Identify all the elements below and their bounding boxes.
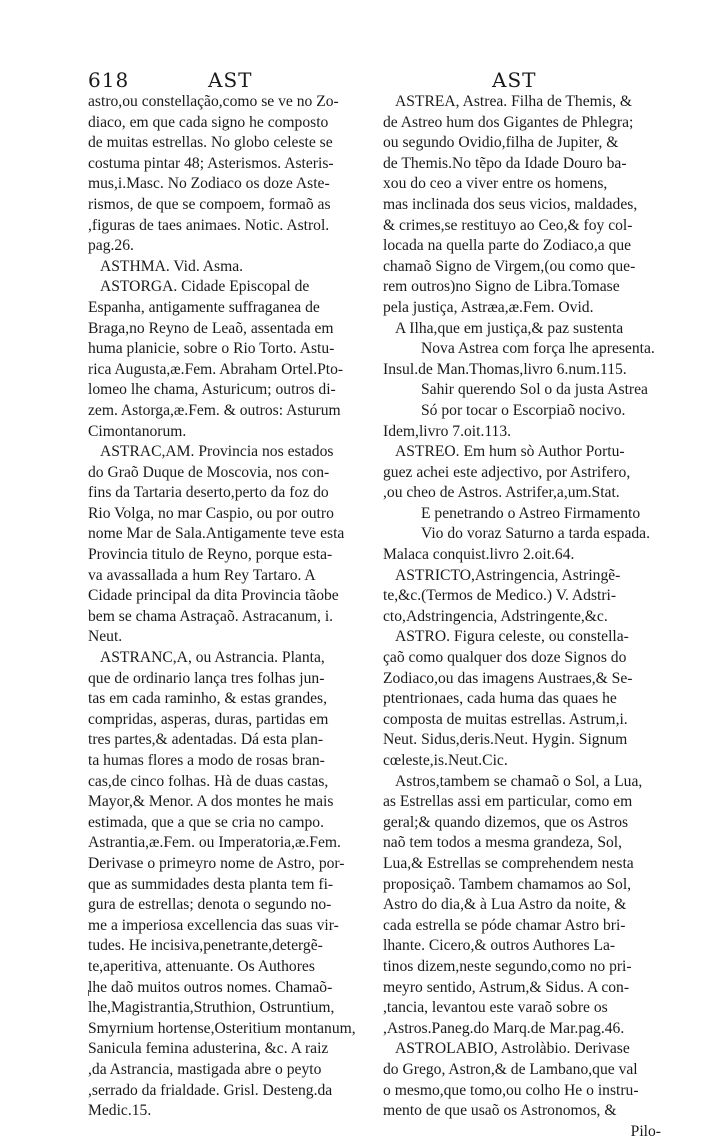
text-line: tas em cada raminho, & estas grandes, — [88, 690, 328, 708]
text-line: mus,i.Masc. No Zodiaco os doze Aste- — [88, 175, 330, 193]
text-line: costuma pintar 48; Asterismos. Asteris- — [88, 154, 334, 172]
text-line: ASTREA, Astrea. Filha de Themis, & — [395, 93, 633, 110]
text-line: ASTRANC,A, ou Astrancia. Planta, — [100, 649, 325, 667]
text-line: gura de estrellas; denota o segundo no- — [88, 896, 332, 914]
text-line: lhe daõ muitos outros nomes. Chamaõ- — [88, 978, 333, 996]
text-line: Braga,no Reyno de Leaõ, assentada em — [88, 319, 334, 337]
text-line: Rio Volga, no mar Caspio, ou por outro — [88, 504, 334, 522]
text-line: tudes. He incisiva,penetrante,detergẽ- — [88, 937, 323, 955]
text-line: ,da Astrancia, mastigada abre o peyto — [88, 1060, 322, 1078]
text-line: zem. Astorga,æ.Fem. & outros: Asturum — [88, 401, 341, 419]
left-column — [88, 92, 368, 1122]
right-column — [383, 92, 663, 1142]
text-line: nome Mar de Sala.Antigamente teve esta — [88, 525, 345, 543]
text-line: que de ordinario lança tres folhas jun- — [88, 669, 325, 687]
text-line: Neut. — [88, 628, 123, 646]
text-line: de Themis.No tẽpo da Idade Douro ba- — [383, 154, 627, 172]
text-line: Lua,& Estrellas se comprehendem nesta — [383, 854, 634, 872]
text-line: Neut. Sidus,deris.Neut. Hygin. Signum — [383, 731, 628, 749]
text-line: te,aperitiva, attenuante. Os Authores — [88, 957, 315, 975]
text-line: Vio do voraz Saturno a tarda espada. — [421, 525, 650, 543]
text-line: meyro sentido, Astrum,& Sidus. A con- — [383, 978, 630, 996]
text-line: cœleste,is.Neut.Cic. — [383, 752, 508, 769]
text-line: locada na quella parte do Zodiaco,a que — [383, 237, 632, 255]
text-line: Idem,livro 7.oit.113. — [383, 422, 512, 440]
right-running-head: AST — [492, 68, 537, 92]
text-line: de Astreo hum dos Gigantes de Phlegra; — [383, 113, 634, 131]
text-line: ASTHMA. Vid. Asma. — [100, 257, 244, 275]
text-line: ,ou cheo de Astros. Astrifer,a,um.Stat. — [383, 484, 620, 502]
text-line: naõ tem todos a mesma grandeza, Sol, — [383, 834, 623, 852]
text-line: ,serrado da frialdade. Grisl. Desteng.da — [88, 1081, 333, 1099]
text-line: huma planicie, sobre o Rio Torto. Astu- — [88, 340, 335, 358]
text-line: Mayor,& Menor. A dos montes he mais — [88, 793, 334, 811]
text-line: estimada, que a que se cria no campo. — [88, 813, 324, 831]
text-line: de muitas estrellas. No globo celeste se — [88, 134, 333, 152]
text-line: lhante. Cicero,& outros Authores La- — [383, 937, 616, 955]
text-line: tinos dizem,neste segundo,como no pri- — [383, 957, 632, 975]
text-line: rica Augusta,æ.Fem. Abraham Ortel.Pto- — [88, 360, 344, 378]
page-number: 618 — [88, 68, 130, 92]
text-line: ASTORGA. Cidade Episcopal de — [100, 278, 310, 296]
text-line: Derivase o primeyro nome de Astro, por- — [88, 854, 345, 872]
text-line: que as summidades desta planta tem fi- — [88, 875, 334, 893]
text-line: ou segundo Ovidio,filha de Jupiter, & — [383, 134, 619, 152]
text-line: ptentrionaes, cada huma das quaes he — [383, 690, 617, 708]
text-line: compridas, asperas, duras, partidas em — [88, 710, 329, 728]
text-line: guez achei este adjectivo, por Astrifero, — [383, 463, 631, 481]
text-line: Cimontanorum. — [88, 422, 187, 440]
text-line: proposiçaõ. Tambem chamamos ao Sol, — [383, 875, 632, 893]
text-line: Cidade principal da dita Provincia tãobe — [88, 587, 339, 605]
text-line: Astro do dia,& à Lua Astro da noite, & — [383, 896, 627, 914]
text-line: lomeo lhe chama, Asturicum; outros di- — [88, 381, 336, 399]
left-running-head: AST — [208, 68, 253, 92]
text-line: va avassallada a hum Rey Tartaro. A — [88, 566, 316, 584]
text-line: çaõ como qualquer dos doze Signos do — [383, 649, 627, 667]
text-line: tres partes,& adentadas. Dá esta plan- — [88, 731, 324, 749]
text-line: ,figuras de taes animaes. Notic. Astrol. — [88, 216, 330, 234]
text-line: Provincia titulo de Reyno, porque esta- — [88, 546, 333, 564]
text-line: te,&c.(Termos de Medico.) V. Adstri- — [383, 587, 617, 605]
text-line: Pilo- — [630, 1122, 661, 1140]
text-line: chamaõ Signo de Virgem,(ou como que- — [383, 257, 636, 275]
text-line: ASTROLABIO, Astrolàbio. Derivase — [395, 1040, 630, 1058]
text-line: ta humas flores a modo de rosas bran- — [88, 752, 325, 769]
text-line: Espanha, antigamente suffraganea de — [88, 298, 320, 316]
text-line: ASTRICTO,Astringencia, Astringẽ- — [395, 566, 621, 584]
text-line: rem outros)no Signo de Libra.Tomase — [383, 278, 620, 296]
text-line: pela justiça, Astræa,æ.Fem. Ovid. — [383, 298, 594, 316]
text-line: as Estrellas assi em particular, como em — [383, 793, 633, 811]
text-line: lhe,Magistrantia,Struthion, Ostruntium, — [88, 999, 335, 1017]
text-line: Medic.15. — [88, 1102, 152, 1120]
text-line: E penetrando o Astreo Firmamento — [421, 504, 641, 522]
margin-mark — [88, 990, 93, 996]
text-line: ASTREO. Em hum sò Author Portu- — [395, 443, 625, 461]
text-line: mas inclinada dos seus vicios, maldades, — [383, 195, 638, 213]
text-line: mento de que usaõ os Astronomos, & — [383, 1102, 617, 1120]
text-line: Nova Astrea com força lhe apresenta. — [421, 340, 655, 358]
text-line: ASTRO. Figura celeste, ou constella- — [395, 628, 629, 646]
text-line: do Grego, Astron,& de Lambano,que val — [383, 1060, 638, 1078]
text-line: Sahir querendo Sol o da justa Astrea — [421, 381, 648, 399]
text-line: Só por tocar o Escorpiaõ nocivo. — [421, 401, 626, 419]
text-line: geral;& quando dizemos, que os Astros — [383, 813, 629, 831]
text-line: Insul.de Man.Thomas,livro 6.num.115. — [383, 360, 627, 378]
text-line: rismos, de que se compoem, formaõ as — [88, 195, 331, 213]
text-line: bem se chama Astraçaõ. Astracanum, i. — [88, 607, 334, 625]
text-line: diaco, em que cada signo he composto — [88, 113, 329, 131]
text-line: Astros,tambem se chamaõ o Sol, a Lua, — [395, 772, 643, 790]
text-line: do Graõ Duque de Moscovia, nos con- — [88, 463, 330, 481]
text-line: cto,Adstringencia, Adstringente,&c. — [383, 607, 608, 625]
text-line: cas,de cinco folhas. Hà de duas castas, — [88, 772, 329, 790]
text-line: Sanicula femina adusterina, &c. A raiz — [88, 1040, 329, 1058]
text-line: cada estrella se póde chamar Astro bri- — [383, 916, 626, 934]
text-line: ,tancia, levantou este varaõ sobre os — [383, 999, 608, 1017]
text-line: Smyrnium hortense,Osteritium montanum, — [88, 1019, 356, 1037]
text-line: fins da Tartaria deserto,perto da foz do — [88, 484, 329, 502]
text-line: ASTRAC,AM. Provincia nos estados — [100, 443, 334, 461]
text-line: o mesmo,que tomo,ou colho He o instru- — [383, 1081, 639, 1099]
text-line: Astrantia,æ.Fem. ou Imperatoria,æ.Fem. — [88, 834, 341, 852]
text-line: ,Astros.Paneg.do Marq.de Mar.pag.46. — [383, 1019, 625, 1037]
text-line: pag.26. — [88, 237, 134, 255]
text-line: me a imperiosa excellencia das suas vir- — [88, 916, 339, 934]
text-line: xou do ceo a viver entre os homens, — [383, 175, 608, 193]
text-line: astro,ou constellação,como se ve no Zo- — [88, 93, 339, 110]
text-line: composta de muitas estrellas. Astrum,i. — [383, 710, 628, 728]
text-line: & crimes,se restituyo ao Ceo,& foy col- — [383, 216, 633, 234]
text-line: Malaca conquist.livro 2.oit.64. — [383, 546, 575, 564]
text-line: Zodiaco,ou das imagens Austraes,& Se- — [383, 669, 633, 687]
text-line: A Ilha,que em justiça,& paz sustenta — [395, 319, 624, 337]
